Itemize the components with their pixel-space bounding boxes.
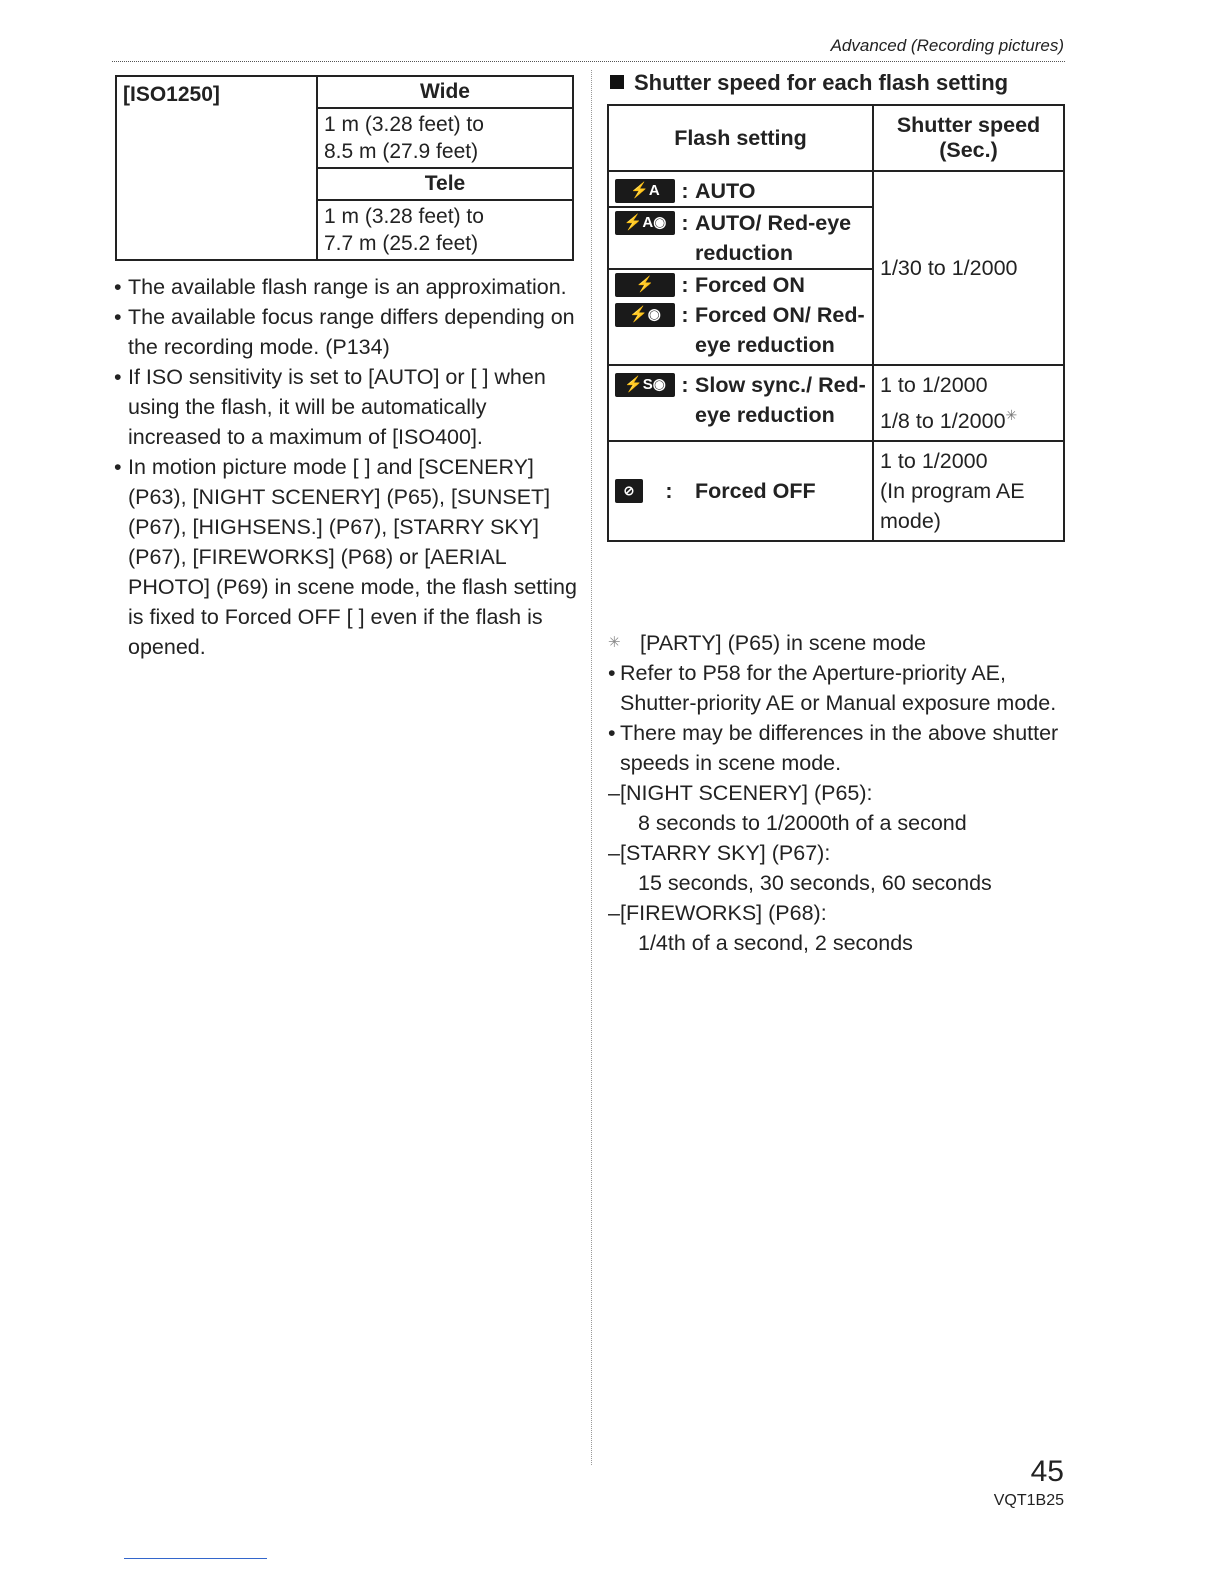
shutter-speed-line <box>880 400 1057 436</box>
note-text: In motion picture mode [ ] and [SCENERY] (P63), [NIGHT SCENERY] (P65), [SUNSET] (P67), [HIGHSENS.] (P67), [STARRY SKY] (P67), [FIREWORKS] (P68) or [AERIAL PHOTO] (P69) in scene mode, the flash setting is fixed to Forced OFF [ ] even if the flash is opened. <box>128 455 577 659</box>
flash-mode-label: Forced OFF <box>695 479 816 504</box>
scene-item: – [FIREWORKS] (P68): <box>608 901 827 925</box>
page-header: Advanced (Recording pictures) <box>830 36 1064 55</box>
tele-range-line: 1 m (3.28 feet) to <box>324 205 484 228</box>
tele-header: Tele <box>317 168 573 200</box>
right-notes <box>608 628 1068 958</box>
flash-setting-cell <box>608 171 873 365</box>
footnote <box>608 628 1068 658</box>
note-item: • The available focus range differs depending on the recording mode. (P134) <box>114 305 575 359</box>
column-divider <box>591 70 592 1465</box>
header-rule <box>112 61 1065 62</box>
flash-mode-label: AUTO/ Red-eye reduction <box>695 211 852 265</box>
scene-name: [FIREWORKS] (P68): <box>620 901 827 925</box>
flash-forced-on-redeye-icon: ⚡◉ <box>615 303 675 327</box>
flash-mode-label: AUTO <box>695 179 756 203</box>
shutter-speed-table <box>607 104 1065 542</box>
section-title <box>610 70 1008 96</box>
shutter-speed-cell: 1/30 to 1/2000 <box>873 171 1064 365</box>
footer-rule <box>124 1558 267 1559</box>
flash-setting-cell <box>608 441 873 541</box>
flash-auto-icon: ⚡A <box>615 179 675 203</box>
shutter-speed-cell <box>873 441 1064 541</box>
scene-name: [STARRY SKY] (P67): <box>620 841 831 865</box>
flash-mode-label: Slow sync./ Red-eye reduction <box>695 373 866 427</box>
note-text: Refer to P58 for the Aperture-priority AE, Shutter-priority AE or Manual exposure mode. <box>620 661 1057 715</box>
col-shutter-speed-unit: (Sec.) <box>939 138 998 162</box>
flash-mode-label: Forced ON <box>695 273 805 297</box>
footnote-text: [PARTY] (P65) in scene mode <box>640 631 926 655</box>
asterisk-icon: ✳ <box>1005 407 1018 423</box>
col-flash-setting: Flash setting <box>608 105 873 171</box>
wide-range-line: 8.5 m (27.9 feet) <box>324 140 479 163</box>
flash-mode: ⊘ : Forced OFF <box>615 476 866 506</box>
note-item: • If ISO sensitivity is set to [AUTO] or [ ] when using the flash, it will be automatically increased to a maximum of [ISO400]. <box>114 365 546 449</box>
shutter-speed-line: 1 to 1/2000 <box>880 373 988 397</box>
flash-forced-off-icon: ⊘ <box>615 479 643 503</box>
document-code: VQT1B25 <box>993 1492 1064 1509</box>
note-item: • Refer to P58 for the Aperture-priority AE, Shutter-priority AE or Manual exposure mode. <box>608 661 1057 715</box>
page-number: 45 <box>1030 1455 1064 1488</box>
flash-slow-sync-redeye-icon: ⚡S◉ <box>615 373 675 397</box>
shutter-speed-value: 1/8 to 1/2000 <box>880 409 1006 434</box>
flash-setting-cell <box>608 365 873 441</box>
shutter-speed-cell <box>873 365 1064 441</box>
note-item: • The available flash range is an approximation. <box>114 275 567 299</box>
asterisk-icon: ✳ <box>608 634 621 651</box>
scene-item: – [NIGHT SCENERY] (P65): <box>608 781 873 805</box>
flash-mode: ⚡ : Forced ON <box>609 268 872 300</box>
shutter-speed-line: (In program AE <box>880 479 1025 504</box>
shutter-speed-line: mode) <box>880 509 941 534</box>
wide-range <box>317 108 573 168</box>
flash-auto-redeye-icon: ⚡A◉ <box>615 211 675 235</box>
flash-forced-on-icon: ⚡ <box>615 273 675 297</box>
iso-label: [ISO1250] <box>116 76 317 260</box>
tele-range <box>317 200 573 260</box>
section-title-text: Shutter speed for each flash setting <box>634 70 1009 95</box>
note-text: The available focus range differs depending on the recording mode. (P134) <box>128 305 575 359</box>
scene-name: [NIGHT SCENERY] (P65): <box>620 781 873 805</box>
flash-mode: ⚡◉ : Forced ON/ Red-eye reduction <box>615 300 866 360</box>
tele-range-line: 7.7 m (25.2 feet) <box>324 232 479 255</box>
square-bullet-icon <box>610 75 624 89</box>
flash-mode: ⚡A : AUTO <box>615 176 866 206</box>
note-text: There may be differences in the above shutter speeds in scene mode. <box>620 721 1059 775</box>
note-item: • In motion picture mode [ ] and [SCENERY] (P63), [NIGHT SCENERY] (P65), [SUNSET] (P67), [HIGHSENS.] (P67), [STARRY SKY] (P67), [FIREWORKS] (P68) or [AERIAL PHOTO] (P69) in scene mode, the flash setting is fixed to Forced OFF [ ] even if the flash is opened. <box>114 455 577 659</box>
col-shutter-speed <box>873 105 1064 171</box>
col-shutter-speed-line: Shutter speed <box>896 113 1041 137</box>
note-text: If ISO sensitivity is set to [AUTO] or [ ] when using the flash, it will be automatically increased to a maximum of [ISO400]. <box>128 365 546 449</box>
flash-mode-label: Forced ON/ Red-eye reduction <box>695 303 865 357</box>
note-item: • There may be differences in the above shutter speeds in scene mode. <box>608 721 1059 775</box>
iso-flash-range-table <box>115 75 574 261</box>
shutter-speed-line: 1 to 1/2000 <box>880 449 988 474</box>
flash-mode: ⚡S◉ : Slow sync./ Red-eye reduction <box>615 370 866 430</box>
note-text: The available flash range is an approximation. <box>128 275 567 299</box>
wide-range-line: 1 m (3.28 feet) to <box>324 113 484 136</box>
wide-header: Wide <box>317 76 573 108</box>
scene-value: 15 seconds, 30 seconds, 60 seconds <box>638 871 992 895</box>
scene-value: 1/4th of a second, 2 seconds <box>638 931 913 955</box>
scene-value: 8 seconds to 1/2000th of a second <box>638 811 967 835</box>
flash-mode: ⚡A◉ : AUTO/ Red-eye reduction <box>609 206 872 268</box>
scene-item: – [STARRY SKY] (P67): <box>608 841 831 865</box>
left-notes <box>114 272 579 662</box>
